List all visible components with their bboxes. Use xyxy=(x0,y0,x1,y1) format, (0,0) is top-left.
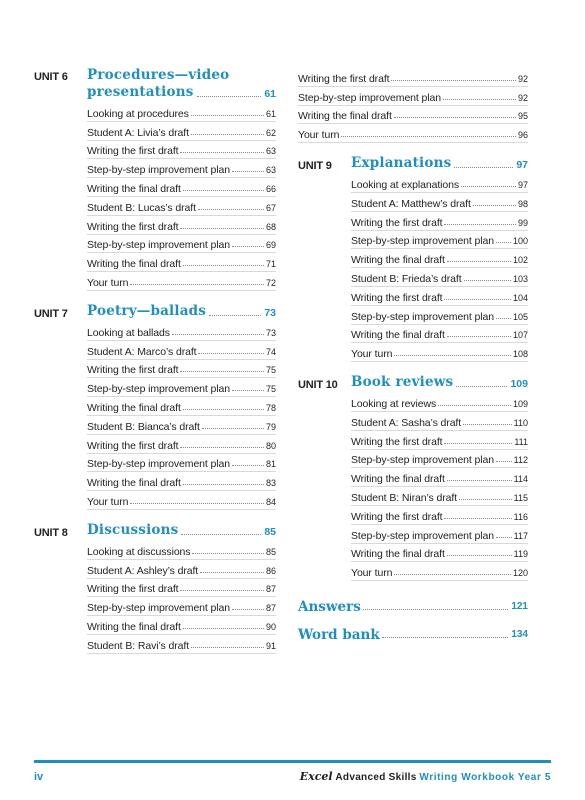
toc-entry[interactable] xyxy=(298,87,528,106)
unit-entries xyxy=(87,322,276,510)
back-matter-page: 121 xyxy=(511,601,528,613)
entry-title: Student A: Livia’s draft xyxy=(87,126,189,139)
unit-page: 85 xyxy=(264,525,276,538)
toc-entry[interactable] xyxy=(87,491,276,510)
toc-entry[interactable] xyxy=(351,287,528,306)
toc-entry[interactable] xyxy=(351,544,528,563)
unit-section xyxy=(34,303,276,510)
leader-dots xyxy=(191,134,264,135)
entry-title: Looking at ballads xyxy=(87,326,170,339)
entry-page: 102 xyxy=(512,255,528,266)
right-units xyxy=(298,155,528,581)
leader-dots xyxy=(232,246,264,247)
entry-page: 92 xyxy=(517,92,528,103)
leader-dots xyxy=(180,152,264,153)
leader-dots xyxy=(181,534,261,535)
leader-dots xyxy=(363,609,508,610)
toc-entry[interactable] xyxy=(298,106,528,125)
toc-entry[interactable] xyxy=(87,235,276,254)
entry-page: 103 xyxy=(512,273,528,284)
entry-page: 74 xyxy=(265,346,276,357)
unit-heading xyxy=(34,522,276,654)
leader-dots xyxy=(192,553,264,554)
entry-page: 111 xyxy=(514,436,528,447)
entry-title: Writing the first draft xyxy=(87,364,179,377)
toc-entry[interactable] xyxy=(87,341,276,360)
entry-page: 98 xyxy=(517,198,528,209)
toc-entry[interactable] xyxy=(87,103,276,122)
toc-entry[interactable] xyxy=(87,253,276,272)
entry-title: Student B: Ravi’s draft xyxy=(87,639,189,652)
entry-title: Looking at discussions xyxy=(87,545,191,558)
leader-dots xyxy=(447,555,512,556)
entry-page: 108 xyxy=(512,349,528,360)
toc-entry[interactable] xyxy=(87,560,276,579)
leader-dots xyxy=(447,480,512,481)
unit-body xyxy=(87,522,276,654)
toc-entry[interactable] xyxy=(351,306,528,325)
leader-dots xyxy=(197,96,262,97)
entry-page: 67 xyxy=(265,202,276,213)
leader-dots xyxy=(232,465,264,466)
toc-entry[interactable] xyxy=(351,249,528,268)
toc-entry[interactable] xyxy=(351,174,528,193)
entry-page: 90 xyxy=(265,621,276,632)
entry-title: Looking at explanations xyxy=(351,178,460,191)
leader-dots xyxy=(183,409,264,410)
entry-page: 71 xyxy=(265,259,276,270)
entry-title: Student B: Frieda’s draft xyxy=(351,272,462,285)
leader-dots xyxy=(444,443,512,444)
leader-dots xyxy=(394,117,516,118)
entry-page: 87 xyxy=(265,584,276,595)
leader-dots xyxy=(447,336,511,337)
unit-title xyxy=(351,155,451,172)
entry-title: Writing the final draft xyxy=(351,329,445,342)
entry-title: Student A: Ashley’s draft xyxy=(87,564,199,577)
entry-title: Writing the first draft xyxy=(87,439,179,452)
entry-page: 112 xyxy=(513,455,528,466)
toc-entry[interactable] xyxy=(87,378,276,397)
entry-page: 115 xyxy=(513,492,528,503)
entry-title: Your turn xyxy=(351,348,393,361)
toc-right-column xyxy=(298,66,528,643)
leader-dots xyxy=(464,280,511,281)
unit-entries xyxy=(351,174,528,362)
entry-page: 99 xyxy=(517,217,528,228)
toc-entry[interactable] xyxy=(87,397,276,416)
entry-page: 72 xyxy=(265,277,276,288)
leader-dots xyxy=(200,572,264,573)
toc-entry[interactable] xyxy=(87,178,276,197)
toc-entry[interactable] xyxy=(351,343,528,362)
entry-title: Writing the final draft xyxy=(87,620,181,633)
leader-dots xyxy=(496,318,511,319)
entry-title: Writing the final draft xyxy=(351,473,445,486)
leader-dots xyxy=(180,371,264,372)
entry-page: 61 xyxy=(265,108,276,119)
toc-entry[interactable] xyxy=(351,212,528,231)
unit-entries xyxy=(87,541,276,654)
toc-entry[interactable] xyxy=(298,124,528,143)
leader-dots xyxy=(473,205,516,206)
entry-title: Writing the final draft xyxy=(351,548,445,561)
entry-title: Looking at procedures xyxy=(87,107,189,120)
toc-entry[interactable] xyxy=(87,122,276,141)
unit-label: UNIT 8 xyxy=(34,526,68,539)
unit-label: UNIT 10 xyxy=(298,379,338,392)
entry-page: 120 xyxy=(512,568,528,579)
entry-page: 104 xyxy=(512,292,528,303)
entry-page: 109 xyxy=(512,398,528,409)
back-matter-entry[interactable] xyxy=(298,621,528,643)
leader-dots xyxy=(394,574,511,575)
unit-label: UNIT 7 xyxy=(34,307,68,320)
toc-entry[interactable] xyxy=(87,322,276,341)
unit-body xyxy=(351,155,528,362)
entry-title: Your turn xyxy=(87,276,129,289)
unit-heading xyxy=(34,66,276,291)
unit-section xyxy=(298,155,528,362)
entry-title: Writing the final draft xyxy=(87,182,181,195)
entry-page: 86 xyxy=(265,565,276,576)
toc-entry[interactable] xyxy=(87,454,276,473)
toc-entry[interactable] xyxy=(87,272,276,291)
unit-title-line: Procedures—video xyxy=(87,67,230,83)
toc-entry[interactable] xyxy=(351,506,528,525)
brand-excel: Excel xyxy=(299,770,333,783)
toc-entry[interactable] xyxy=(351,431,528,450)
entry-title: Step-by-step improvement plan xyxy=(87,383,231,396)
entry-page: 62 xyxy=(265,127,276,138)
leader-dots xyxy=(198,353,264,354)
leader-dots xyxy=(438,405,511,406)
entry-title: Student A: Sasha’s draft xyxy=(351,416,462,429)
entry-title: Step-by-step improvement plan xyxy=(298,91,442,104)
toc-entry[interactable] xyxy=(351,325,528,344)
entry-title: Writing the first draft xyxy=(351,435,443,448)
leader-dots xyxy=(191,647,264,648)
unit-8-continued-entries xyxy=(298,68,528,143)
unit-title-row[interactable] xyxy=(87,303,276,320)
leader-dots xyxy=(232,171,264,172)
unit-section xyxy=(34,66,276,291)
entry-title: Step-by-step improvement plan xyxy=(351,454,495,467)
leader-dots xyxy=(209,315,261,316)
leader-dots xyxy=(447,261,511,262)
entry-title: Writing the final draft xyxy=(87,258,181,271)
toc-entry[interactable] xyxy=(87,435,276,454)
entry-page: 68 xyxy=(265,221,276,232)
entry-page: 105 xyxy=(512,311,528,322)
entry-page: 87 xyxy=(265,603,276,614)
toc-entry[interactable] xyxy=(87,159,276,178)
leader-dots xyxy=(391,80,516,81)
entry-page: 79 xyxy=(265,421,276,432)
toc-entry[interactable] xyxy=(351,268,528,287)
leader-dots xyxy=(444,518,511,519)
entry-page: 100 xyxy=(512,236,528,247)
back-matter-title: Word bank xyxy=(298,627,380,644)
leader-dots xyxy=(232,609,264,610)
entry-title: Step-by-step improvement plan xyxy=(351,310,495,323)
toc-entry[interactable] xyxy=(87,635,276,654)
back-matter-page: 134 xyxy=(511,629,528,641)
entry-title: Writing the final draft xyxy=(298,110,392,123)
unit-body xyxy=(351,374,528,581)
toc-entry[interactable] xyxy=(351,231,528,250)
leader-dots xyxy=(180,590,264,591)
entry-page: 69 xyxy=(265,240,276,251)
toc-entry[interactable] xyxy=(351,562,528,581)
unit-title xyxy=(351,374,453,391)
toc-left-column xyxy=(34,66,276,666)
leader-dots xyxy=(183,484,264,485)
toc-entry[interactable] xyxy=(87,416,276,435)
leader-dots xyxy=(394,355,511,356)
leader-dots xyxy=(444,299,511,300)
entry-title: Student B: Lucas’s draft xyxy=(87,201,196,214)
brand-product: Writing Workbook Year 5 xyxy=(419,772,551,783)
entry-page: 119 xyxy=(513,549,528,560)
unit-title-line: presentations xyxy=(87,84,194,100)
unit-page: 97 xyxy=(516,159,528,172)
back-matter-title: Answers xyxy=(298,599,361,616)
brand-advanced: Advanced Skills xyxy=(335,772,417,783)
toc-entry[interactable] xyxy=(87,597,276,616)
entry-page: 84 xyxy=(265,496,276,507)
unit-page: 73 xyxy=(264,306,276,319)
entry-page: 75 xyxy=(265,384,276,395)
leader-dots xyxy=(463,424,512,425)
entry-title: Writing the first draft xyxy=(87,145,179,158)
unit-section xyxy=(298,374,528,581)
entry-page: 80 xyxy=(265,440,276,451)
entry-title: Step-by-step improvement plan xyxy=(351,235,495,248)
leader-dots xyxy=(183,265,264,266)
leader-dots xyxy=(496,461,512,462)
entry-page: 97 xyxy=(517,179,528,190)
entry-page: 63 xyxy=(265,165,276,176)
entry-title: Writing the first draft xyxy=(87,220,179,233)
series-brand xyxy=(300,770,551,783)
leader-dots xyxy=(180,447,264,448)
toc-entry[interactable] xyxy=(87,616,276,635)
entry-title: Writing the first draft xyxy=(351,510,443,523)
leader-dots xyxy=(496,537,512,538)
entry-title: Step-by-step improvement plan xyxy=(87,239,231,252)
entry-page: 66 xyxy=(265,183,276,194)
unit-page: 109 xyxy=(510,378,528,391)
entry-page: 116 xyxy=(513,511,528,522)
leader-dots xyxy=(454,167,513,168)
leader-dots xyxy=(198,209,264,210)
leader-dots xyxy=(130,503,264,504)
toc-entry[interactable] xyxy=(351,450,528,469)
unit-title-row[interactable] xyxy=(351,155,528,172)
leader-dots xyxy=(461,186,516,187)
unit-label: UNIT 6 xyxy=(34,71,68,83)
unit-title-text: Book reviews xyxy=(351,374,454,391)
toc-entry[interactable] xyxy=(87,360,276,379)
leader-dots xyxy=(180,228,264,229)
toc-entry[interactable] xyxy=(351,487,528,506)
entry-page: 91 xyxy=(265,640,276,651)
entry-page: 114 xyxy=(513,474,528,485)
toc-entry[interactable] xyxy=(298,68,528,87)
page-footer xyxy=(34,760,551,783)
entry-page: 107 xyxy=(512,330,528,341)
leader-dots xyxy=(232,390,264,391)
toc-entry[interactable] xyxy=(87,216,276,235)
unit-body xyxy=(87,66,276,291)
toc-entry[interactable] xyxy=(87,579,276,598)
unit-heading xyxy=(298,374,528,581)
unit-heading xyxy=(298,155,528,362)
unit-title-text: Poetry—ballads xyxy=(87,302,207,319)
entry-title: Student B: Bianca’s draft xyxy=(87,420,200,433)
entry-page: 75 xyxy=(265,365,276,376)
entry-page: 73 xyxy=(265,327,276,338)
leader-dots xyxy=(459,499,512,500)
back-matter xyxy=(298,593,528,643)
entry-title: Writing the final draft xyxy=(351,254,445,267)
entry-title: Step-by-step improvement plan xyxy=(351,529,495,542)
leader-dots xyxy=(456,386,507,387)
unit-title-multi[interactable] xyxy=(87,66,276,101)
entry-page: 95 xyxy=(517,111,528,122)
unit-entries xyxy=(351,393,528,581)
back-matter-entry[interactable] xyxy=(298,593,528,615)
leader-dots xyxy=(130,284,264,285)
entry-title: Student A: Matthew’s draft xyxy=(351,197,471,210)
entry-title: Looking at reviews xyxy=(351,397,437,410)
toc-entry[interactable] xyxy=(351,393,528,412)
page-number: iv xyxy=(34,771,44,783)
unit-section xyxy=(34,522,276,654)
unit-title-text: Discussions xyxy=(87,521,179,538)
leader-dots xyxy=(382,637,509,638)
entry-title: Writing the first draft xyxy=(298,72,390,85)
toc-entry[interactable] xyxy=(351,412,528,431)
leader-dots xyxy=(183,190,264,191)
entry-title: Student A: Marco’s draft xyxy=(87,345,197,358)
leader-dots xyxy=(496,242,511,243)
unit-label: UNIT 9 xyxy=(298,160,332,173)
entry-page: 110 xyxy=(513,417,528,428)
entry-page: 117 xyxy=(513,530,528,541)
unit-title-last-row xyxy=(87,84,276,101)
unit-title-row[interactable] xyxy=(87,522,276,539)
entry-page: 63 xyxy=(265,146,276,157)
entry-title: Writing the first draft xyxy=(351,216,443,229)
unit-page: 61 xyxy=(264,88,276,100)
toc-entry[interactable] xyxy=(351,468,528,487)
entry-page: 92 xyxy=(517,73,528,84)
toc-entry[interactable] xyxy=(351,525,528,544)
entry-title: Step-by-step improvement plan xyxy=(87,458,231,471)
entry-title: Step-by-step improvement plan xyxy=(87,164,231,177)
leader-dots xyxy=(202,428,264,429)
leader-dots xyxy=(191,115,264,116)
unit-entries xyxy=(87,103,276,291)
entry-page: 81 xyxy=(265,459,276,470)
leader-dots xyxy=(172,334,264,335)
entry-title: Writing the final draft xyxy=(87,477,181,490)
entry-page: 83 xyxy=(265,478,276,489)
unit-heading xyxy=(34,303,276,510)
entry-title: Step-by-step improvement plan xyxy=(87,602,231,615)
toc-entry[interactable] xyxy=(351,193,528,212)
unit-body xyxy=(87,303,276,510)
entry-page: 96 xyxy=(517,130,528,141)
toc-entry[interactable] xyxy=(87,472,276,491)
entry-title: Your turn xyxy=(298,129,340,142)
toc-entry[interactable] xyxy=(87,197,276,216)
unit-title xyxy=(87,303,206,320)
toc-entry[interactable] xyxy=(87,141,276,160)
entry-title: Writing the first draft xyxy=(87,583,179,596)
leader-dots xyxy=(341,136,516,137)
entry-title: Your turn xyxy=(87,495,129,508)
unit-title-text: Explanations xyxy=(351,155,452,172)
unit-title-row[interactable] xyxy=(351,374,528,391)
entry-title: Student B: Niran’s draft xyxy=(351,491,457,504)
leader-dots xyxy=(443,99,516,100)
leader-dots xyxy=(444,224,516,225)
entry-title: Your turn xyxy=(351,567,393,580)
entry-page: 78 xyxy=(265,402,276,413)
entry-title: Writing the first draft xyxy=(351,291,443,304)
entry-page: 85 xyxy=(265,546,276,557)
toc-entry[interactable] xyxy=(87,541,276,560)
leader-dots xyxy=(183,628,264,629)
unit-title xyxy=(87,522,178,539)
entry-title: Writing the final draft xyxy=(87,401,181,414)
